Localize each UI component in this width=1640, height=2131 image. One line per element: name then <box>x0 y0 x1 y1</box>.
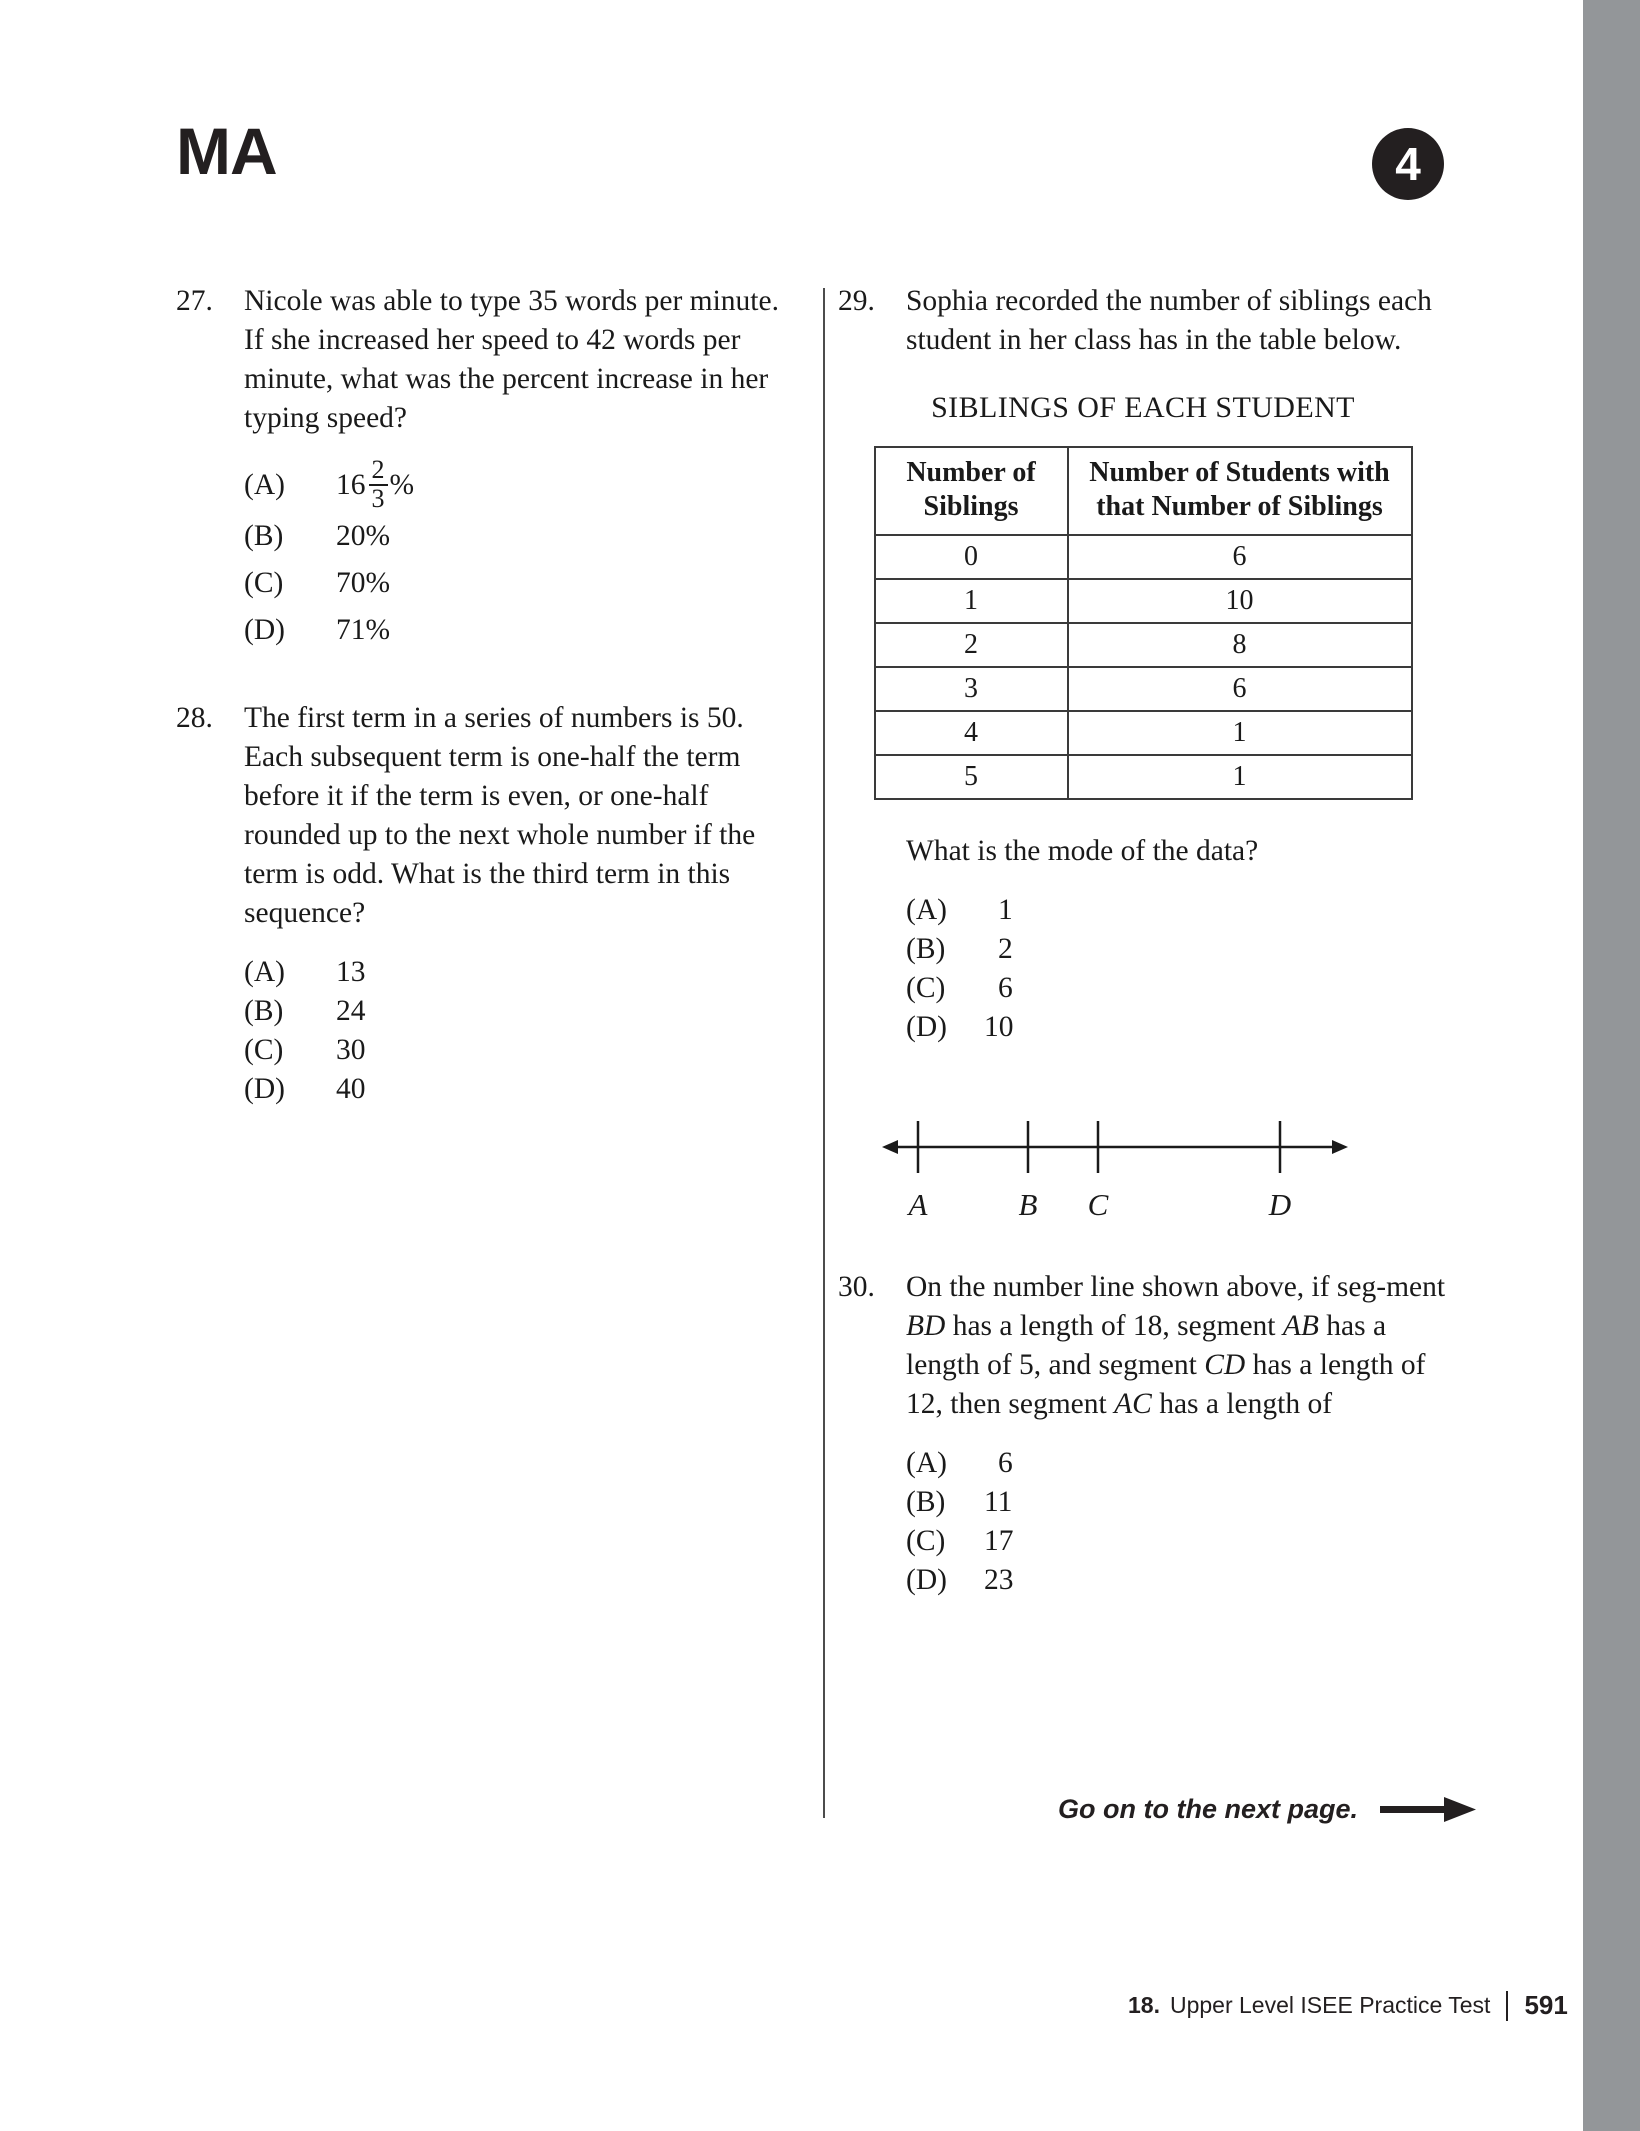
choice-30-a[interactable] <box>906 1444 1448 1483</box>
header-line-1: Number of Students with <box>1089 457 1390 488</box>
footer-page-number: 591 <box>1524 1990 1568 2020</box>
choice-29-b-value: 2 <box>998 933 1013 965</box>
question-28-number: 28. <box>176 702 213 735</box>
segment-bd: BD <box>906 1310 946 1342</box>
cell-students: 6 <box>1068 667 1412 711</box>
question-27-text: Nicole was able to type 35 words per minute. If she increased her speed to 42 words per minute, what was the percent increase in her typing speed? <box>244 285 779 434</box>
choice-30-a-letter: (A) <box>906 1447 947 1479</box>
question-30-number: 30. <box>838 1271 875 1303</box>
percent-sign: % <box>389 469 415 502</box>
q30-part-7: has a length of 12, then segment <box>906 1349 1426 1420</box>
choice-30-d-value: 23 <box>984 1564 1014 1596</box>
question-29-text: Sophia recorded the number of siblings each student in her class has in the table below. <box>906 285 1432 356</box>
choice-29-a[interactable] <box>906 891 1448 930</box>
cell-siblings: 0 <box>875 535 1068 579</box>
choice-28-d[interactable] <box>244 1070 796 1109</box>
cell-students: 8 <box>1068 623 1412 667</box>
segment-cd: CD <box>1204 1349 1246 1381</box>
choice-30-c[interactable] <box>906 1522 1448 1561</box>
header-line-2: that Number of Siblings <box>1096 491 1383 522</box>
choice-27-c[interactable] <box>244 560 796 607</box>
q30-part-1: ment <box>1386 1271 1446 1303</box>
table-row <box>875 623 1412 667</box>
choice-28-a-value: 13 <box>336 956 366 989</box>
number-line-graphic <box>880 1105 1350 1190</box>
choice-28-a[interactable] <box>244 953 796 992</box>
choice-27-d-value: 71% <box>336 614 391 647</box>
cell-siblings: 1 <box>875 579 1068 623</box>
cell-students: 10 <box>1068 579 1412 623</box>
question-27-choices <box>244 455 796 654</box>
question-29 <box>838 282 1448 360</box>
mixed-whole: 16 <box>336 469 366 502</box>
section-number-badge: 4 <box>1372 128 1444 200</box>
segment-ab: AB <box>1282 1310 1319 1342</box>
fraction <box>369 457 388 512</box>
table-title: SIBLINGS OF EACH STUDENT <box>931 391 1355 424</box>
column-divider <box>823 288 825 1818</box>
table-header-row <box>875 447 1412 535</box>
question-29-followup: What is the mode of the data? <box>906 835 1259 867</box>
choice-30-b-letter: (B) <box>906 1486 946 1518</box>
choice-30-b[interactable] <box>906 1483 1448 1522</box>
footer-chapter-number: 18. <box>1128 1992 1160 2018</box>
question-27-number: 27. <box>176 285 213 317</box>
cell-siblings: 5 <box>875 755 1068 799</box>
choice-28-c-letter: (C) <box>244 1034 284 1067</box>
choice-27-b[interactable] <box>244 513 796 560</box>
left-column <box>176 282 796 1109</box>
choice-30-a-value: 6 <box>998 1447 1013 1479</box>
choice-27-a-value <box>322 455 796 513</box>
choice-30-c-value: 17 <box>984 1525 1014 1557</box>
choice-30-d-letter: (D) <box>906 1564 947 1596</box>
question-30 <box>838 1268 1448 1600</box>
question-29-tail <box>838 832 1448 1047</box>
page-footer <box>1128 1990 1568 2021</box>
choice-30-d[interactable] <box>906 1561 1448 1600</box>
cell-students: 1 <box>1068 711 1412 755</box>
choice-27-c-value: 70% <box>336 567 391 600</box>
choice-28-b[interactable] <box>244 992 796 1031</box>
header-line-1: Number of <box>906 457 1036 488</box>
choice-29-c-letter: (C) <box>906 972 946 1004</box>
table-row <box>875 535 1412 579</box>
number-line-figure <box>880 1105 1400 1230</box>
choice-29-d-value: 10 <box>984 1011 1014 1043</box>
right-column <box>838 282 1448 1600</box>
cell-siblings: 4 <box>875 711 1068 755</box>
q30-part-0: On the number line shown above, if seg- <box>906 1271 1387 1303</box>
number-line-label-a: A <box>908 1187 928 1222</box>
choice-27-b-letter: (B) <box>244 520 284 553</box>
right-arrow-icon <box>1380 1797 1476 1823</box>
choice-27-c-letter: (C) <box>244 567 284 600</box>
go-on-next-page-notice <box>1058 1794 1476 1825</box>
segment-ac: AC <box>1114 1388 1152 1420</box>
fraction-denominator: 3 <box>369 484 388 513</box>
q30-part-9: has a length of <box>1151 1388 1333 1420</box>
number-line-label-b: B <box>1018 1187 1038 1222</box>
choice-28-c[interactable] <box>244 1031 796 1070</box>
choice-29-c[interactable] <box>906 969 1448 1008</box>
footer-divider <box>1506 1991 1508 2021</box>
header-line-2: Siblings <box>923 491 1019 522</box>
choice-28-d-value: 40 <box>336 1073 366 1106</box>
choice-28-a-letter: (A) <box>244 956 285 989</box>
choice-29-b-letter: (B) <box>906 933 946 965</box>
table-header-students <box>1068 447 1412 535</box>
cell-siblings: 2 <box>875 623 1068 667</box>
number-line-label-c: C <box>1087 1187 1109 1222</box>
cell-students: 6 <box>1068 535 1412 579</box>
q30-part-5: has a length of 5, and segment <box>906 1310 1387 1381</box>
table-row <box>875 755 1412 799</box>
table-header-siblings <box>875 447 1068 535</box>
cell-siblings: 3 <box>875 667 1068 711</box>
choice-27-a-letter: (A) <box>244 469 285 502</box>
choice-28-d-letter: (D) <box>244 1073 285 1106</box>
cell-students: 1 <box>1068 755 1412 799</box>
choice-28-c-value: 30 <box>336 1034 366 1067</box>
siblings-data-table <box>874 446 1413 800</box>
question-30-text <box>906 1268 1448 1424</box>
section-code-label: MA <box>176 114 277 188</box>
choice-28-b-value: 24 <box>336 995 366 1028</box>
choice-29-a-letter: (A) <box>906 894 947 926</box>
choice-29-b[interactable] <box>906 930 1448 969</box>
question-27 <box>176 282 796 654</box>
footer-book-title: Upper Level ISEE Practice Test <box>1169 1992 1491 2018</box>
choice-30-c-letter: (C) <box>906 1525 946 1557</box>
choice-27-d[interactable] <box>244 607 796 654</box>
question-28-choices <box>244 953 796 1109</box>
question-28-text: The first term in a series of numbers is 50. Each subsequent term is one-half the term before it if the term is even, or one-half rounded up to the next whole number if the term is odd. What is the third term in this sequence? <box>244 702 756 930</box>
choice-29-c-value: 6 <box>998 972 1013 1004</box>
number-line-label-d: D <box>1268 1187 1292 1222</box>
table-row <box>875 579 1412 623</box>
choice-28-b-letter: (B) <box>244 995 284 1028</box>
question-28 <box>176 699 796 1109</box>
choice-30-b-value: 11 <box>984 1486 1013 1518</box>
choice-27-a[interactable] <box>244 455 796 513</box>
table-row <box>875 711 1412 755</box>
choice-29-a-value: 1 <box>998 894 1013 926</box>
next-page-label: Go on to the next page. <box>1058 1794 1359 1824</box>
right-gray-band <box>1583 0 1640 2131</box>
choice-29-d[interactable] <box>906 1008 1448 1047</box>
question-30-choices <box>906 1444 1448 1600</box>
fraction-numerator: 2 <box>371 455 385 484</box>
table-row <box>875 667 1412 711</box>
choice-27-b-value: 20% <box>336 520 391 553</box>
mixed-number <box>336 455 415 513</box>
question-29-number: 29. <box>838 285 875 317</box>
choice-29-d-letter: (D) <box>906 1011 947 1043</box>
question-29-choices <box>906 891 1448 1047</box>
choice-27-d-letter: (D) <box>244 614 285 647</box>
q30-part-3: has a length of 18, segment <box>945 1310 1283 1342</box>
